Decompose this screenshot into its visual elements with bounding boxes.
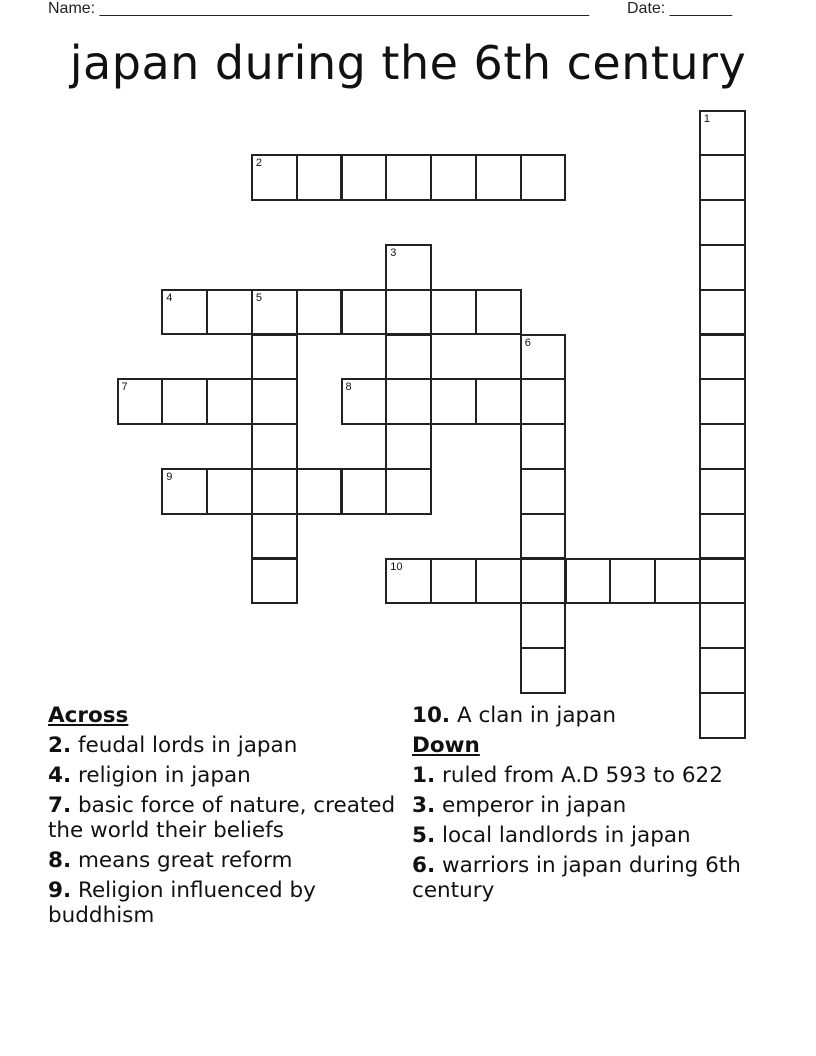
clue-number-label: 8: [345, 381, 352, 394]
grid-cell[interactable]: [520, 647, 567, 694]
grid-cell[interactable]: [520, 468, 567, 515]
grid-cell[interactable]: [161, 378, 208, 425]
clue-number-label: 9: [166, 470, 173, 483]
grid-cell[interactable]: [385, 378, 432, 425]
clue-across-8: [48, 848, 404, 873]
grid-cell[interactable]: [475, 558, 522, 605]
grid-cell[interactable]: [699, 244, 746, 291]
clue-text: means great reform: [77, 848, 293, 873]
clue-text: warriors in japan during 6th century: [412, 853, 741, 903]
grid-cell[interactable]: [699, 154, 746, 201]
grid-cell[interactable]: [699, 558, 746, 605]
clue-number: 2.: [48, 733, 72, 758]
clue-number: 4.: [48, 763, 72, 788]
clue-number: 8.: [48, 848, 72, 873]
grid-cell[interactable]: [296, 468, 343, 515]
clue-text: feudal lords in japan: [77, 733, 298, 758]
clue-across-2: [48, 733, 404, 758]
grid-cell[interactable]: [520, 602, 567, 649]
clue-number: 3.: [412, 793, 436, 818]
grid-cell[interactable]: [117, 378, 164, 425]
name-field-label: Name: _______________________________________________________: [48, 0, 589, 17]
clue-text: A clan in japan: [456, 703, 616, 728]
grid-cell[interactable]: [475, 289, 522, 336]
grid-cell[interactable]: [699, 289, 746, 336]
grid-cell[interactable]: [430, 154, 477, 201]
clue-text: religion in japan: [77, 763, 251, 788]
grid-cell[interactable]: [161, 289, 208, 336]
grid-cell[interactable]: [385, 244, 432, 291]
clue-number: 10.: [412, 703, 451, 728]
grid-cell[interactable]: [161, 468, 208, 515]
clue-text: local landlords in japan: [441, 823, 691, 848]
grid-cell[interactable]: [206, 289, 253, 336]
grid-cell[interactable]: [251, 423, 298, 470]
grid-cell[interactable]: [475, 154, 522, 201]
clue-across-10: [412, 703, 772, 728]
grid-cell[interactable]: [251, 468, 298, 515]
grid-cell[interactable]: [385, 423, 432, 470]
grid-cell[interactable]: [565, 558, 612, 605]
grid-cell[interactable]: [251, 334, 298, 381]
grid-cell[interactable]: [296, 289, 343, 336]
grid-cell[interactable]: [475, 378, 522, 425]
grid-cell[interactable]: [520, 513, 567, 560]
grid-cell[interactable]: [699, 199, 746, 246]
grid-cell[interactable]: [251, 513, 298, 560]
grid-cell[interactable]: [699, 423, 746, 470]
clue-number-label: 5: [255, 291, 263, 304]
across-heading: Across: [48, 703, 129, 728]
grid-cell[interactable]: [341, 154, 388, 201]
clue-across-7: [48, 793, 404, 843]
clue-across-4: [48, 763, 404, 788]
grid-cell[interactable]: [699, 110, 746, 157]
clue-down-3: [412, 793, 772, 818]
clues-right-column: [412, 703, 772, 908]
grid-cell[interactable]: [520, 558, 567, 605]
clue-number-label: 6: [524, 336, 531, 349]
grid-cell[interactable]: [251, 154, 298, 201]
grid-cell[interactable]: [385, 558, 432, 605]
grid-cell[interactable]: [385, 154, 432, 201]
grid-cell[interactable]: [385, 334, 432, 381]
clue-text: basic force of nature, created the world their beliefs: [48, 793, 396, 843]
grid-cell[interactable]: [609, 558, 656, 605]
grid-cell[interactable]: [341, 468, 388, 515]
grid-cell[interactable]: [430, 289, 477, 336]
clue-number: 1.: [412, 763, 436, 788]
grid-cell[interactable]: [206, 378, 253, 425]
clue-number-label: 10: [390, 560, 403, 573]
grid-cell[interactable]: [341, 289, 388, 336]
grid-cell[interactable]: [654, 558, 701, 605]
grid-cell[interactable]: [251, 378, 298, 425]
down-heading: Down: [412, 733, 480, 758]
clue-number-label: 2: [255, 157, 263, 170]
clue-text: Religion influenced by buddhism: [48, 878, 316, 928]
grid-cell[interactable]: [699, 513, 746, 560]
clue-number-label: 1: [703, 112, 711, 125]
clue-text: ruled from A.D 593 to 622: [441, 763, 723, 788]
clue-number: 7.: [48, 793, 72, 818]
grid-cell[interactable]: [699, 378, 746, 425]
page-title: japan during the 6th century: [69, 36, 747, 90]
clue-across-9: [48, 878, 404, 928]
grid-cell[interactable]: [520, 423, 567, 470]
clue-down-1: [412, 763, 772, 788]
clue-down-6: [412, 853, 772, 903]
clue-number-label: 3: [390, 246, 397, 259]
grid-cell[interactable]: [385, 289, 432, 336]
grid-cell[interactable]: [206, 468, 253, 515]
grid-cell[interactable]: [520, 334, 567, 381]
grid-cell[interactable]: [520, 154, 567, 201]
clue-text: emperor in japan: [441, 793, 627, 818]
grid-cell[interactable]: [430, 378, 477, 425]
grid-cell[interactable]: [251, 289, 298, 336]
grid-cell[interactable]: [430, 558, 477, 605]
grid-cell[interactable]: [699, 602, 746, 649]
grid-cell[interactable]: [520, 378, 567, 425]
clue-number: 9.: [48, 878, 72, 903]
grid-cell[interactable]: [699, 334, 746, 381]
clue-number-label: 7: [121, 381, 128, 394]
clue-number: 5.: [412, 823, 436, 848]
grid-cell[interactable]: [699, 647, 746, 694]
grid-cell[interactable]: [385, 468, 432, 515]
grid-cell[interactable]: [296, 154, 343, 201]
clue-number-label: 4: [166, 291, 173, 304]
clue-number: 6.: [412, 853, 436, 878]
date-field-label: Date: _______: [627, 0, 732, 17]
grid-cell[interactable]: [699, 468, 746, 515]
clues-left-column: [48, 703, 404, 933]
grid-cell[interactable]: [251, 558, 298, 605]
grid-cell[interactable]: [341, 378, 388, 425]
clue-down-5: [412, 823, 772, 848]
